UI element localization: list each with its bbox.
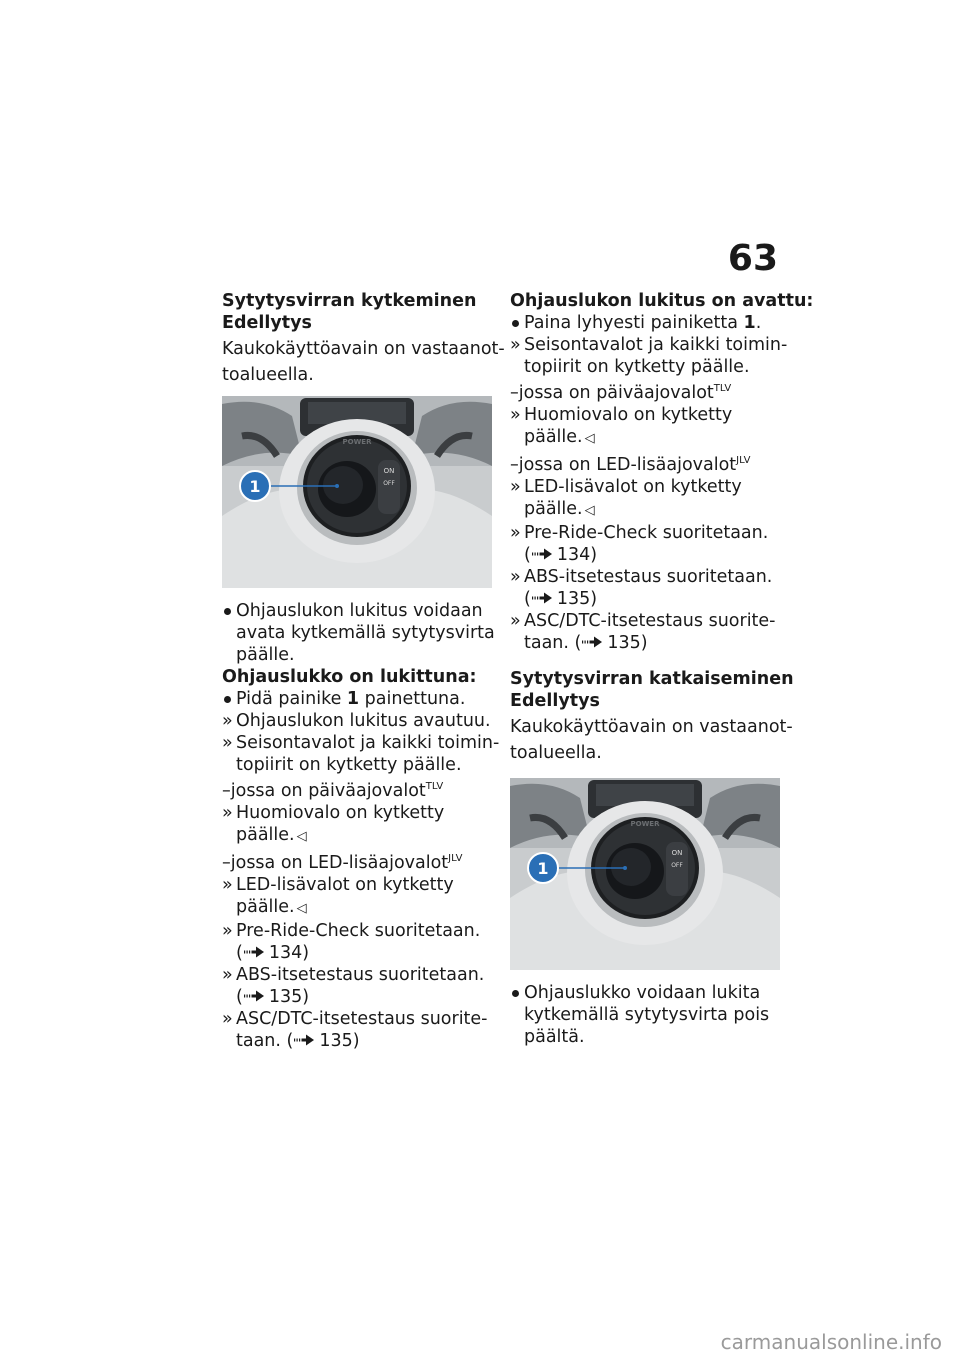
result-asc-dtc-test-ref[interactable]: taan. ( 135) [524, 633, 648, 653]
result-parking-lights-2: topiirit on kytketty päälle. [236, 755, 462, 775]
bullet-unlock-1: Ohjauslukon lukitus voidaan [222, 600, 492, 622]
bullet-lock-3: päältä. [524, 1027, 585, 1047]
end-triangle-icon: ◁ [296, 829, 307, 844]
page-ref-arrow-icon [294, 1034, 316, 1046]
heading-requirement: Edellytys [510, 691, 600, 711]
result-pre-ride-check-1: » Pre-Ride-Check suoritetaan. [222, 921, 481, 941]
end-triangle-icon: ◁ [584, 503, 595, 518]
result-warning-light-1: » Huomiovalo on kytketty [510, 405, 733, 425]
right-column [510, 290, 814, 1048]
result-warning-light-2: päälle. ◁ [524, 427, 595, 447]
result-warning-light-1: » Huomiovalo on kytketty [222, 803, 445, 823]
requirement-text-1: Kaukokäyttöavain on vastaanot- [510, 717, 793, 737]
result-led-lights-1: » LED-lisävalot on kytketty [222, 875, 454, 895]
end-triangle-icon: ◁ [584, 431, 595, 446]
page-ref-arrow-icon [532, 592, 554, 604]
requirement-text-2: toalueella. [222, 365, 314, 385]
result-unlocks: » Ohjauslukon lukitus avautuu. [222, 711, 491, 731]
result-asc-dtc-test-ref[interactable]: taan. ( 135) [236, 1031, 360, 1051]
result-pre-ride-check-1: » Pre-Ride-Check suoritetaan. [510, 523, 769, 543]
result-abs-test-1: » ABS-itsetestaus suoritetaan. [510, 567, 773, 587]
page-ref-arrow-icon [532, 548, 554, 560]
result-pre-ride-check-ref[interactable]: ( 134) [236, 943, 310, 963]
result-led-lights-1: » LED-lisävalot on kytketty [510, 477, 742, 497]
condition-daytime-lights: –jossa on päiväajovalot$^{TLV}$ [222, 781, 444, 801]
page-ref-arrow-icon [582, 636, 604, 648]
end-triangle-icon: ◁ [296, 901, 307, 916]
result-pre-ride-check-ref[interactable]: ( 134) [524, 545, 598, 565]
result-parking-lights-2: topiirit on kytketty päälle. [524, 357, 750, 377]
left-column [222, 290, 505, 1052]
condition-led-lights: –jossa on LED-lisäajovalot$^{JLV}$ [510, 455, 751, 475]
result-led-lights-2: päälle. ◁ [524, 499, 595, 519]
heading-ignition-on: Sytytysvirran kytkeminen [222, 291, 477, 311]
result-led-lights-2: päälle. ◁ [236, 897, 307, 917]
heading-lock-unlocked: Ohjauslukon lukitus on avattu: [510, 291, 814, 311]
callout-number: 1 [249, 477, 261, 496]
page-ref-arrow-icon [244, 946, 266, 958]
ignition-switch-figure [222, 396, 492, 588]
heading-requirement: Edellytys [222, 313, 312, 333]
callout-number: 1 [537, 859, 549, 878]
heading-lock-locked: Ohjauslukko on lukittuna: [222, 667, 477, 687]
condition-led-lights: –jossa on LED-lisäajovalot$^{JLV}$ [222, 853, 463, 873]
result-warning-light-2: päälle. ◁ [236, 825, 307, 845]
requirement-text-1: Kaukokäyttöavain on vastaanot- [222, 339, 505, 359]
bullet-press-button: Paina lyhyesti painiketta 1. [510, 312, 780, 334]
footer-watermark[interactable]: carmanualsonline.info [720, 1330, 942, 1354]
bullet-unlock-2: avata kytkemällä sytytysvirta [236, 623, 495, 643]
condition-daytime-lights: –jossa on päiväajovalot$^{TLV}$ [510, 383, 732, 403]
result-abs-test-ref[interactable]: ( 135) [236, 987, 310, 1007]
result-asc-dtc-test-1: » ASC/DTC-itsetestaus suorite- [510, 611, 776, 631]
bullet-hold-button: Pidä painike 1 painettuna. [222, 688, 492, 710]
result-abs-test-ref[interactable]: ( 135) [524, 589, 598, 609]
heading-ignition-off: Sytytysvirran katkaiseminen [510, 669, 794, 689]
result-parking-lights-1: » Seisontavalot ja kaikki toimin- [222, 733, 500, 753]
bullet-lock-1: Ohjauslukko voidaan lukita [510, 982, 780, 1004]
page-ref-arrow-icon [244, 990, 266, 1002]
page-number: 63 [727, 238, 778, 279]
result-asc-dtc-test-1: » ASC/DTC-itsetestaus suorite- [222, 1009, 488, 1029]
bullet-lock-2: kytkemällä sytytysvirta pois [524, 1005, 770, 1025]
result-parking-lights-1: » Seisontavalot ja kaikki toimin- [510, 335, 788, 355]
result-abs-test-1: » ABS-itsetestaus suoritetaan. [222, 965, 485, 985]
bullet-unlock-3: päälle. [236, 645, 295, 665]
requirement-text-2: toalueella. [510, 743, 602, 763]
ignition-switch-figure [510, 778, 780, 970]
